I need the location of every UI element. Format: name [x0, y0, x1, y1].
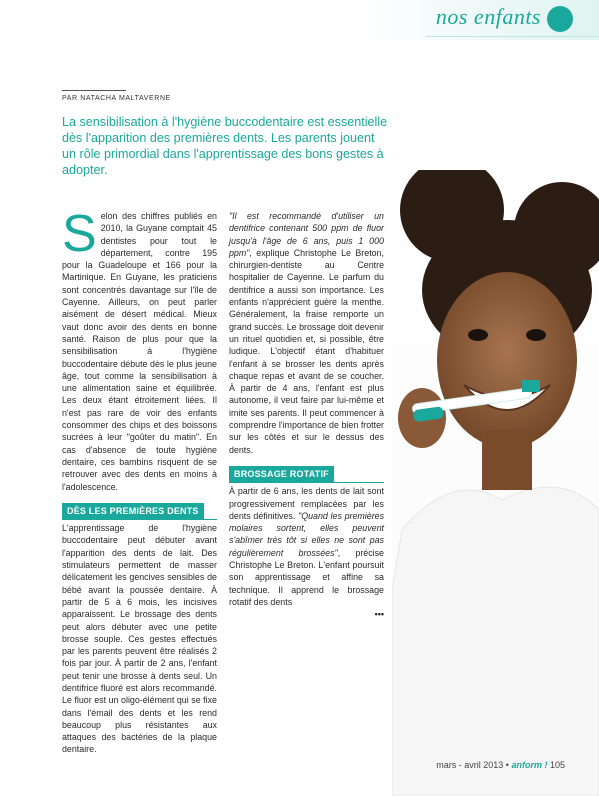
subhead-first-teeth-wrap	[62, 503, 217, 520]
paragraph-rotation-lead: À partir de 6 ans, les dents de lait sont progressivement remplacées par les dents définitives.	[229, 486, 384, 521]
byline-divider	[62, 90, 126, 91]
paragraph-fluor	[229, 210, 384, 456]
header-divider	[426, 36, 599, 37]
paragraph-first-teeth: L'apprentissage de l'hygiène buccodentaire peut débuter avant l'apparition des dents de lait. Des stimulateurs permettent de masser délicatement les gencives sensibles de bébé avant la poussée dentaire. À partir de 5 à 6 mois, les incisives apparaissent. Le brossage des dents peut alors débuter avec une petite brosse souple. Ces gestes effectués par les parents peuvent être réalisés 2 fois par jour. À partir de 2 ans, l'enfant peut tenir une brosse à dents seul. Un dentifrice fluoré est alors recommandé. Le fluor est un oligo-élément qui se fixe dans l'émail des dents et les rend beaucoup plus résistantes aux attaques des bactéries de la plaque dentaire.	[62, 523, 217, 755]
section-circle-icon	[547, 6, 573, 32]
footer-brand: anform !	[511, 760, 548, 770]
subhead-rotation: BROSSAGE ROTATIF	[229, 466, 334, 482]
photo-illustration	[392, 170, 599, 796]
article-column-2	[229, 210, 384, 621]
intro-paragraph: La sensibilisation à l'hygiène buccodentaire est essentielle dès l'apparition des premières dents. Les parents jouent un rôle primordial dans l'apprentissage des bons gestes à adopter.	[62, 115, 388, 177]
article-column-1	[62, 205, 217, 756]
dropcap: S	[62, 205, 97, 263]
paragraph-intro: elon des chiffres publiés en 2010, la Guyane comptait 45 dentistes pour tout le département, contre 195 pour la Guadeloupe et 166 pour la Martinique. En Guyane, les praticiens sont concentrés davantage sur l'île de Cayenne. Ailleurs, on peut parler aisément de désert médical. Mieux vaut donc avoir des dents en bonne santé. Raison de plus pour que la sensibilisation à l'hygiène buccodentaire débute dès le plus jeune âge, tout comme la sensibilisation à une alimentation saine et équilibrée. Les deux étant étroitement liées. Il n'est pas rare de voir des enfants consommer des chips et des boissons sucrées à leur "goûter du matin". En cas d'absence de toute hygiène dentaire, ces bambins risquent de se retrouver avec des dents en moins à l'adolescence.	[62, 211, 217, 492]
byline: PAR NATACHA MALTAVERNE	[62, 95, 171, 102]
paragraph-rotation	[229, 485, 384, 608]
section-label: nos enfants	[435, 4, 541, 29]
continues-marker: •••	[374, 609, 384, 620]
page-footer	[436, 760, 565, 770]
subhead-rotation-wrap	[229, 466, 384, 483]
quote-molars: "Quand les premières molaires sortent, elles peuvent s'abîmer très tôt si elles ne sont pas régulièrement brossées"	[229, 510, 385, 558]
child-brushing-teeth-photo	[392, 170, 599, 796]
quote-fluor: "Il est recommandé d'utiliser un dentifrice contenant 500 ppm de fluor jusqu'à l'âge de 6 ans, puis 1 000 ppm"	[229, 211, 384, 258]
footer-issue: mars - avril 2013 •	[436, 760, 509, 770]
paragraph-fluor-text: , explique Christophe Le Breton, chirurgien-dentiste au Centre hospitalier de Cayenne. Le parfum du dentifrice a aussi son importance. Les enfants n'apprécient guère la menthe. Généralement, la fraise remporte un grand succès. Le brossage doit devenir un rituel quotidien et, si possible, être ludique. L'objectif étant d'habituer l'enfant à se brosser les dents après chaque repas et avant de se coucher. À partir de 4 ans, l'enfant est plus autonome, il veut faire par lui-même et imite ses parents. Il peut commencer à comprendre l'importance de bien frotter sur les côtés et sur le dessus des dents.	[229, 247, 384, 455]
subhead-first-teeth: DÈS LES PREMIÈRES DENTS	[62, 503, 204, 519]
page-number: 105	[549, 760, 565, 770]
paragraph-rotation-text: , précise Christophe Le Breton. L'enfant poursuit son apprentissage et affine sa technique. Il apprend le brossage rotatif des dents	[229, 547, 384, 607]
